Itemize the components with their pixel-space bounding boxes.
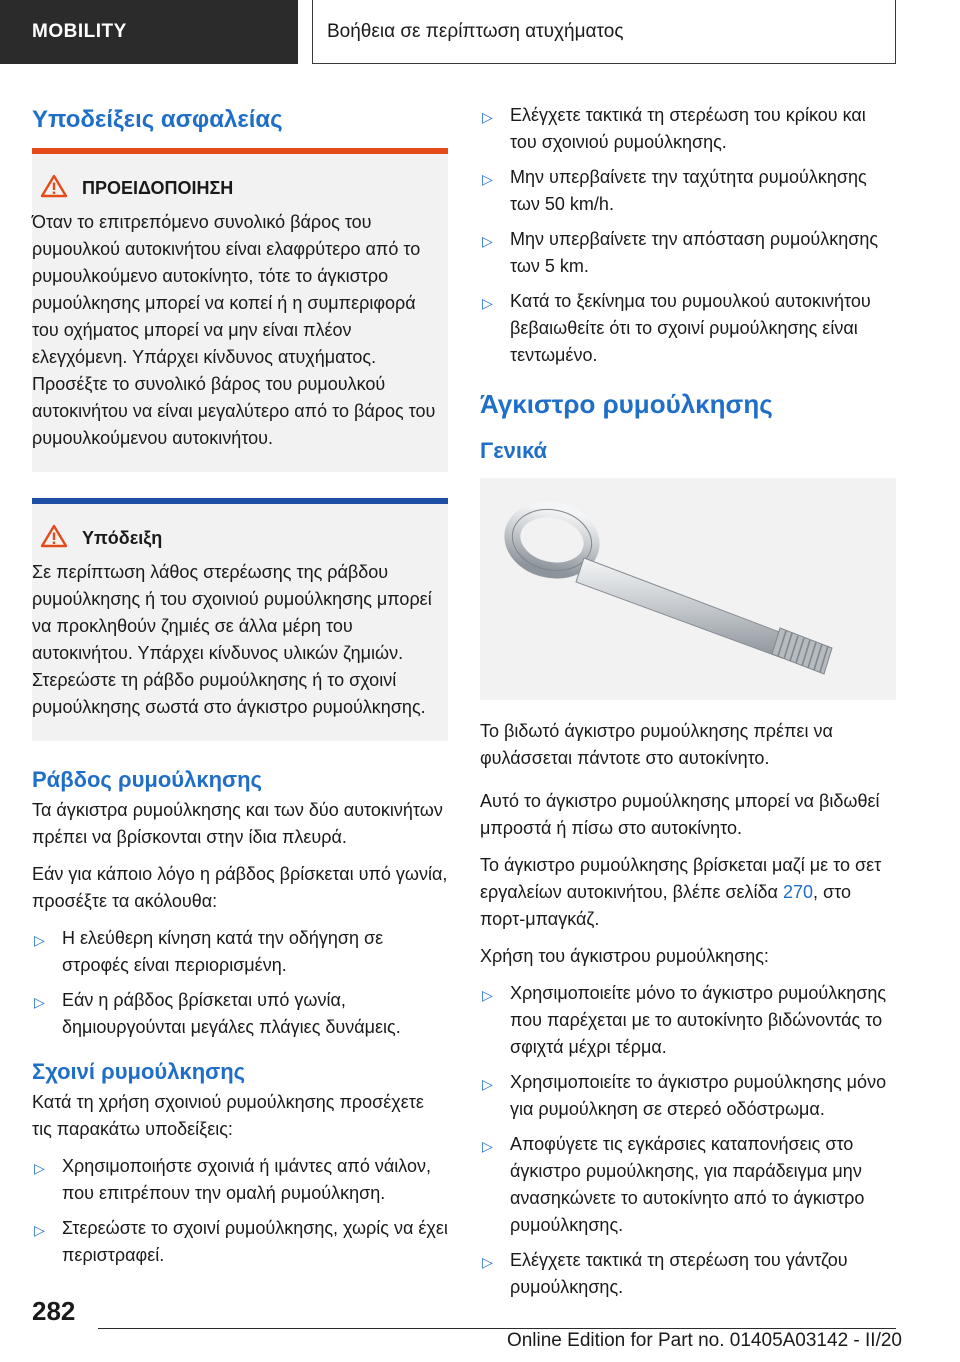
triangle-bullet-icon: ▷	[482, 1138, 493, 1154]
list-item: ▷ Ελέγχετε τακτικά τη στερέωση του κρίκου και του σχοινιού ρυμούλκησης.	[482, 105, 866, 152]
tow-bar-heading: Ράβδος ρυμούλκησης	[32, 767, 262, 792]
hook-paragraph: Αυτό το άγκιστρο ρυμούλκησης μπορεί να βιδωθεί μπροστά ή πίσω στο αυτοκίνητο.	[480, 791, 880, 838]
triangle-bullet-icon: ▷	[482, 171, 493, 187]
triangle-bullet-icon: ▷	[482, 1254, 493, 1270]
triangle-bullet-icon: ▷	[482, 109, 493, 125]
triangle-bullet-icon: ▷	[34, 932, 45, 948]
tow-hook-image	[480, 478, 896, 700]
triangle-bullet-icon: ▷	[34, 994, 45, 1010]
tow-rope-paragraph: Κατά τη χρήση σχοινιού ρυμούλκησης προσέχετε τις παρακάτω υποδείξεις:	[32, 1092, 424, 1139]
tow-bar-paragraph: Εάν για κάποιο λόγο η ράβδος βρίσκεται υπό γωνία, προσέξτε τα ακόλουθα:	[32, 864, 448, 911]
triangle-bullet-icon: ▷	[482, 295, 493, 311]
notice-text: Σε περίπτωση λάθος στερέωσης της ράβδου ρυμούλκησης ή του σχοινιού ρυμούλκησης μπορεί να προκληθούν ζημιές σε άλλα μέρη του αυτοκινήτου. Υπάρχει κίνδυνος υλικών ζημιών. Στερεώστε τη ράβδο ρυμούλκησης ή το σχοινί ρυμούλκησης σωστά στο άγκιστρο ρυμούλκησης.	[32, 562, 432, 717]
list-item: ▷ Χρησιμοποιήστε σχοινιά ή ιμάντες από νάιλον, που επιτρέπουν την ομαλή ρυμούλκηση.	[34, 1156, 431, 1203]
list-item: ▷ Ελέγχετε τακτικά τη στερέωση του γάντζου ρυμούλκησης.	[482, 1250, 848, 1297]
right-column	[480, 102, 896, 1311]
chapter-title: Βοήθεια σε περίπτωση ατυχήματος	[312, 0, 896, 64]
triangle-bullet-icon: ▷	[34, 1160, 45, 1176]
footer-divider	[98, 1328, 896, 1329]
left-column	[32, 96, 448, 1279]
tow-bar-paragraph: Τα άγκιστρα ρυμούλκησης και των δύο αυτοκινήτων πρέπει να βρίσκονται στην ίδια πλευρά.	[32, 800, 443, 847]
warning-title-row	[32, 174, 440, 203]
notice-title: Υπόδειξη	[82, 528, 163, 548]
list-item: ▷ Στερεώστε το σχοινί ρυμούλκησης, χωρίς να έχει περιστραφεί.	[34, 1218, 448, 1265]
hook-usage-list	[480, 980, 896, 1301]
triangle-bullet-icon: ▷	[34, 1222, 45, 1238]
warning-title: ΠΡΟΕΙΔΟΠΟΙΗΣΗ	[82, 178, 234, 198]
edition-note: Online Edition for Part no. 01405A03142 - II/20	[506, 1330, 902, 1351]
hook-usage-intro: Χρήση του άγκιστρου ρυμούλκησης:	[480, 946, 769, 966]
list-item: ▷ Εάν η ράβδος βρίσκεται υπό γωνία, δημιουργούνται μεγάλες πλάγιες δυνάμεις.	[34, 990, 401, 1037]
warning-triangle-icon	[40, 174, 68, 203]
notice-box	[32, 504, 448, 741]
list-item: ▷ Χρησιμοποιείτε το άγκιστρο ρυμούλκησης μόνο για ρυμούλκηση σε στερεό οδόστρωμα.	[482, 1072, 887, 1119]
hook-location-paragraph: Το άγκιστρο ρυμούλκησης βρίσκεται μαζί με το σετ εργαλείων αυτοκινήτου, βλέπε σελίδα 270, στο πορτ-μπαγκάζ.	[480, 855, 882, 929]
notice-title-row	[32, 524, 440, 553]
triangle-bullet-icon: ▷	[482, 987, 493, 1003]
page-number: 282	[32, 1296, 76, 1326]
list-item: ▷ Αποφύγετε τις εγκάρσιες καταπονήσεις στο άγκιστρο ρυμούλκησης, για παράδειγμα μην ανασηκώνετε το αυτοκίνητο από το άγκιστρο ρυμούλκησης.	[482, 1134, 865, 1235]
list-item: ▷ Η ελεύθερη κίνηση κατά την οδήγηση σε στροφές είναι περιορισμένη.	[34, 928, 384, 975]
page-header	[0, 0, 896, 64]
section-label: MOBILITY	[0, 0, 298, 64]
tow-hook-heading: Άγκιστρο ρυμούλκησης	[480, 389, 773, 419]
notice-triangle-icon	[40, 524, 68, 553]
triangle-bullet-icon: ▷	[482, 233, 493, 249]
hook-paragraph: Το βιδωτό άγκιστρο ρυμούλκησης πρέπει να φυλάσσεται πάντοτε στο αυτοκίνητο.	[480, 721, 833, 768]
tow-rope-list-continued	[480, 102, 896, 369]
list-item: ▷ Κατά το ξεκίνημα του ρυμουλκού αυτοκινήτου βεβαιωθείτε ότι το σχοινί ρυμούλκησης είναι τεντωμένο.	[482, 291, 871, 365]
general-heading: Γενικά	[480, 438, 548, 463]
tow-rope-heading: Σχοινί ρυμούλκησης	[32, 1059, 246, 1084]
triangle-bullet-icon: ▷	[482, 1076, 493, 1092]
list-item: ▷ Χρησιμοποιείτε μόνο το άγκιστρο ρυμούλκησης που παρέχεται με το αυτοκίνητο βιδώνοντάς το σφιχτά μέχρι τέρμα.	[482, 983, 887, 1057]
page-reference-link[interactable]: 270	[782, 882, 814, 902]
list-item: ▷ Μην υπερβαίνετε την ταχύτητα ρυμούλκησης των 50 km/h.	[482, 167, 867, 214]
warning-box	[32, 154, 448, 472]
list-item: ▷ Μην υπερβαίνετε την απόσταση ρυμούλκησης των 5 km.	[482, 229, 879, 276]
tow-rope-list	[32, 1153, 448, 1269]
warning-text: Όταν το επιτρεπόμενο συνολικό βάρος του ρυμουλκού αυτοκινήτου είναι ελαφρύτερο από το ρυμουλκούμενο αυτοκίνητο, τότε το άγκιστρο ρυμούλκησης μπορεί να κοπεί ή η συμπεριφορά του οχήματος μπορεί να μην είναι πλέον ελεγχόμενη. Υπάρχει κίνδυνος ατυχήματος. Προσέξτε το συνολικό βάρος του ρυμουλκού αυτοκινήτου να είναι μεγαλύτερο από το βάρος του ρυμουλκούμενου αυτοκινήτου.	[32, 212, 436, 448]
safety-heading: Υποδείξεις ασφαλείας	[32, 106, 283, 133]
tow-bar-list	[32, 925, 448, 1041]
